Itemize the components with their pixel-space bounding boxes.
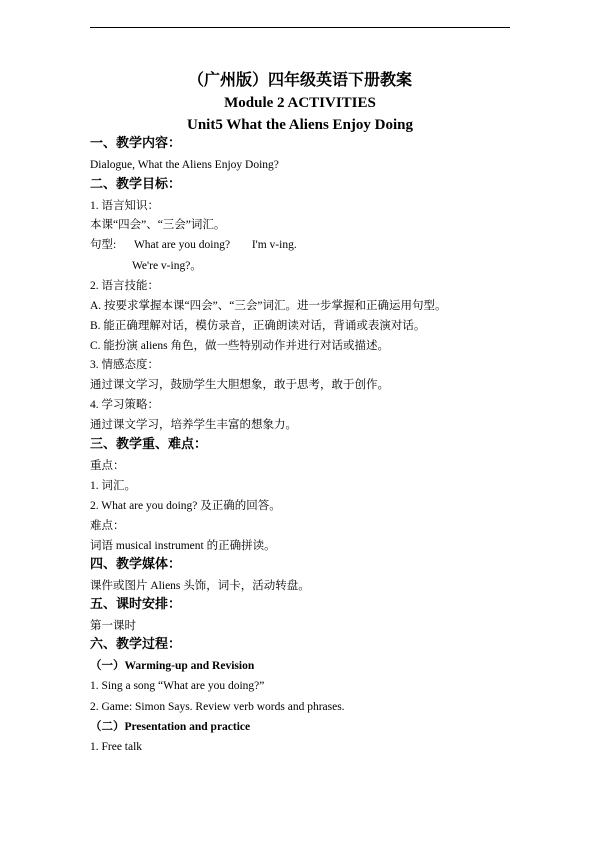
section-5-text: 第一课时 (90, 620, 136, 632)
section-1-heading: 一、教学内容： (90, 136, 182, 151)
pattern-question: What are you doing? (133, 239, 231, 251)
process-part-2-heading (90, 719, 250, 735)
section-5-heading: 五、课时安排： (90, 597, 182, 612)
goal-1-pattern (90, 237, 297, 253)
key-points-label: 重点： (90, 460, 125, 472)
goal-2-c: C. 能扮演 aliens 角色，做一些特别动作并进行对话或描述。 (90, 340, 389, 352)
process-part-1-title: Warming-up and Revision (124, 660, 255, 672)
process-part-2-number: （二） (90, 721, 125, 733)
process-part-2-title: Presentation and practice (124, 721, 251, 733)
goal-1-pattern-2: We're v-ing?。 (132, 260, 202, 272)
process-step-free-talk: 1. Free talk (90, 741, 143, 753)
section-2-heading: 二、教学目标： (90, 177, 182, 192)
goal-1-vocab: 本课“四会”、“三会”词汇。 (90, 219, 226, 231)
process-step-1: 1. Sing a song “What are you doing?” (90, 680, 265, 692)
difficult-point-1: 词语 musical instrument 的正确拼读。 (90, 540, 276, 552)
goal-3-label: 3. 情感态度： (90, 359, 159, 371)
section-6-heading: 六、教学过程： (90, 637, 182, 652)
pattern-label: 句型: (90, 239, 117, 251)
difficult-points-label: 难点： (90, 520, 125, 532)
goal-2-label: 2. 语言技能： (90, 280, 159, 292)
module-title: Module 2 ACTIVITIES (224, 95, 376, 111)
section-4-text: 课件或图片 Aliens 头饰，词卡，活动转盘。 (90, 580, 310, 592)
section-3-heading: 三、教学重、难点： (90, 437, 208, 452)
process-part-1-heading (90, 658, 254, 674)
document-title: （广州版）四年级英语下册教案 (187, 70, 412, 89)
header-rule (90, 27, 510, 28)
process-part-1-number: （一） (90, 660, 125, 672)
section-4-heading: 四、教学媒体： (90, 557, 182, 572)
goal-4-text: 通过课文学习，培养学生丰富的想象力。 (90, 419, 297, 431)
unit-title: Unit5 What the Aliens Enjoy Doing (186, 117, 413, 133)
pattern-answer: I'm v-ing. (251, 239, 297, 251)
goal-2-a: A. 按要求掌握本课“四会”、“三会”词汇。进一步掌握和正确运用句型。 (90, 300, 447, 312)
process-step-2: 2. Game: Simon Says. Review verb words and phrases. (90, 701, 345, 713)
key-point-1: 1. 词汇。 (90, 480, 136, 492)
section-1-text: Dialogue, What the Aliens Enjoy Doing? (90, 159, 279, 171)
goal-2-b: B. 能正确理解对话，模仿录音，正确朗读对话，背诵或表演对话。 (90, 320, 426, 332)
goal-3-text: 通过课文学习，鼓励学生大胆想象，敢于思考，敢于创作。 (90, 379, 389, 391)
goal-4-label: 4. 学习策略： (90, 399, 159, 411)
goal-1-label: 1. 语言知识： (90, 200, 159, 212)
key-point-2: 2. What are you doing? 及正确的回答。 (90, 500, 281, 512)
